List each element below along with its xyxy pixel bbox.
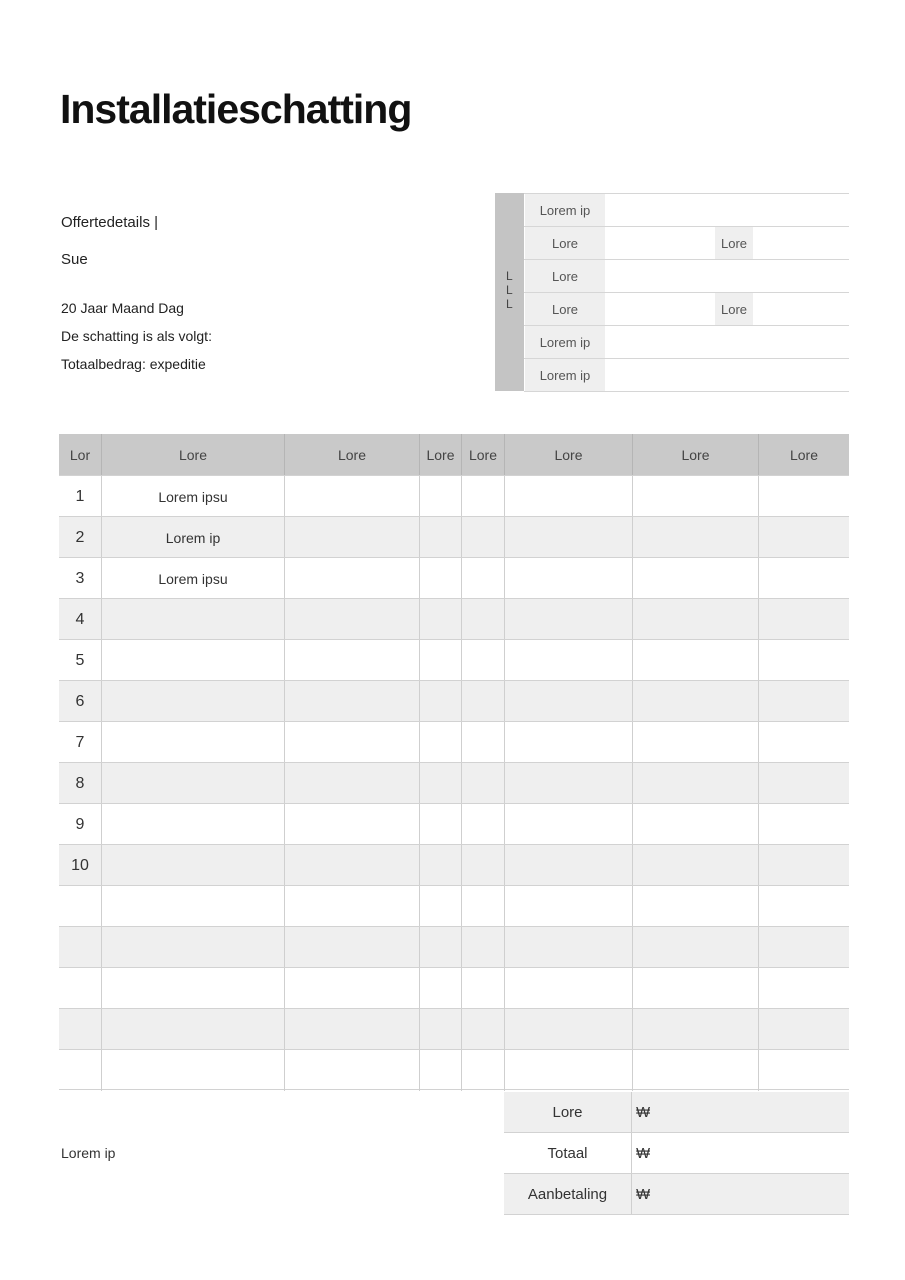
table-cell <box>284 1050 419 1091</box>
table-row <box>59 1049 849 1090</box>
row-number-cell: 6 <box>75 692 85 710</box>
table-cell <box>461 640 504 681</box>
table-cell <box>461 558 504 599</box>
customer-name: Sue <box>61 251 88 268</box>
table-cell <box>504 968 632 1009</box>
table-cell <box>284 517 419 558</box>
table-cell <box>758 599 849 640</box>
table-cell <box>632 640 758 681</box>
table-cell <box>504 476 632 517</box>
table-cell <box>758 722 849 763</box>
row-number-cell <box>59 1050 101 1091</box>
table-cell <box>632 599 758 640</box>
table-row <box>59 516 849 557</box>
table-header-cell: Lore <box>101 434 284 475</box>
table-cell <box>504 517 632 558</box>
table-cell <box>504 1009 632 1050</box>
table-cell <box>461 845 504 886</box>
table-row <box>59 557 849 598</box>
row-number-cell <box>59 927 101 968</box>
table-row <box>59 762 849 803</box>
info-label: Lore <box>525 260 605 292</box>
table-cell <box>419 927 461 968</box>
table-cell <box>284 927 419 968</box>
info-row <box>524 259 849 292</box>
table-cell <box>632 476 758 517</box>
row-number-cell: 5 <box>75 651 85 669</box>
table-cell <box>758 968 849 1009</box>
table-cell <box>758 886 849 927</box>
table-cell <box>632 804 758 845</box>
table-cell <box>419 1009 461 1050</box>
table-cell: Lorem ipsu <box>101 558 284 599</box>
quote-date: 20 Jaar Maand Dag <box>61 300 184 316</box>
table-cell <box>758 1050 849 1091</box>
table-cell <box>461 1050 504 1091</box>
side-letter: L <box>506 283 513 297</box>
table-cell <box>632 558 758 599</box>
table-cell <box>101 886 284 927</box>
table-header-row <box>59 434 849 475</box>
table-cell <box>284 1009 419 1050</box>
estimate-intro: De schatting is als volgt: <box>61 328 212 344</box>
table-cell <box>419 599 461 640</box>
info-label: Lorem ip <box>525 326 605 358</box>
table-cell <box>504 845 632 886</box>
table-cell <box>284 722 419 763</box>
table-row <box>59 926 849 967</box>
table-cell <box>632 681 758 722</box>
table-header-cell: Lore <box>632 434 758 475</box>
table-row <box>59 885 849 926</box>
table-cell <box>504 1050 632 1091</box>
table-cell <box>101 1009 284 1050</box>
table-cell <box>101 804 284 845</box>
table-cell <box>504 763 632 804</box>
table-cell <box>101 681 284 722</box>
row-number-cell <box>59 1009 101 1050</box>
table-cell <box>758 476 849 517</box>
side-letter: L <box>506 297 513 311</box>
table-cell <box>419 476 461 517</box>
deposit-value: ₩ <box>636 1185 651 1203</box>
info-box-side-label <box>495 193 524 391</box>
table-cell <box>461 476 504 517</box>
table-cell <box>632 1050 758 1091</box>
row-number-cell: 4 <box>75 610 85 628</box>
table-cell <box>101 722 284 763</box>
table-cell <box>419 558 461 599</box>
row-number-cell: 1 <box>75 487 85 505</box>
table-cell <box>461 681 504 722</box>
table-cell <box>419 968 461 1009</box>
total-label: Totaal <box>504 1133 632 1173</box>
table-cell <box>758 804 849 845</box>
table-cell <box>461 1009 504 1050</box>
table-row <box>59 803 849 844</box>
table-cell <box>284 476 419 517</box>
table-cell <box>632 763 758 804</box>
table-header-cell: Lore <box>284 434 419 475</box>
table-cell <box>632 845 758 886</box>
subtotal-value: ₩ <box>636 1103 651 1121</box>
table-cell <box>419 640 461 681</box>
table-cell <box>632 886 758 927</box>
table-cell <box>758 558 849 599</box>
table-cell <box>504 599 632 640</box>
table-cell: Lorem ip <box>101 517 284 558</box>
table-cell <box>419 804 461 845</box>
table-cell <box>101 640 284 681</box>
table-cell <box>419 1050 461 1091</box>
deposit-label: Aanbetaling <box>504 1174 632 1214</box>
table-cell <box>461 968 504 1009</box>
table-cell <box>101 599 284 640</box>
subtotal-row <box>504 1092 849 1133</box>
table-cell <box>419 681 461 722</box>
info-row <box>524 325 849 358</box>
table-header-cell: Lore <box>504 434 632 475</box>
table-cell <box>101 763 284 804</box>
table-cell <box>632 968 758 1009</box>
table-cell <box>101 845 284 886</box>
row-number-cell: 2 <box>75 528 85 546</box>
table-cell <box>284 804 419 845</box>
table-row <box>59 721 849 762</box>
info-label: Lore <box>525 227 605 259</box>
info-label: Lore <box>715 227 753 259</box>
table-cell <box>504 927 632 968</box>
table-cell <box>101 1050 284 1091</box>
table-cell <box>504 558 632 599</box>
table-cell <box>101 927 284 968</box>
table-cell <box>284 681 419 722</box>
table-cell <box>758 517 849 558</box>
table-cell <box>419 517 461 558</box>
table-header-cell: Lore <box>461 434 504 475</box>
row-number-cell <box>59 886 101 927</box>
table-row <box>59 1008 849 1049</box>
subtotal-label: Lore <box>504 1092 632 1132</box>
table-cell <box>632 517 758 558</box>
table-cell <box>758 927 849 968</box>
table-cell <box>504 681 632 722</box>
table-cell <box>284 558 419 599</box>
row-number-cell: 9 <box>75 815 85 833</box>
table-cell <box>504 886 632 927</box>
table-cell <box>461 599 504 640</box>
quote-details-heading: Offertedetails | <box>61 214 159 231</box>
table-header-cell: Lore <box>758 434 849 475</box>
table-row <box>59 598 849 639</box>
table-cell <box>101 968 284 1009</box>
total-amount-line: Totaalbedrag: expeditie <box>61 356 206 372</box>
info-row <box>524 193 849 226</box>
table-cell <box>758 1009 849 1050</box>
table-cell <box>284 763 419 804</box>
table-cell <box>419 763 461 804</box>
total-value: ₩ <box>636 1144 651 1162</box>
info-label: Lore <box>525 293 605 325</box>
table-cell: Lorem ipsu <box>101 476 284 517</box>
table-cell <box>419 886 461 927</box>
table-cell <box>461 722 504 763</box>
table-cell <box>504 804 632 845</box>
table-cell <box>461 517 504 558</box>
table-cell <box>419 722 461 763</box>
table-cell <box>461 804 504 845</box>
table-cell <box>758 681 849 722</box>
note-text: Lorem ip <box>61 1145 116 1161</box>
table-cell <box>504 722 632 763</box>
table-header-cell: Lore <box>419 434 461 475</box>
table-cell <box>461 927 504 968</box>
info-label: Lore <box>715 293 753 325</box>
row-number-cell: 8 <box>75 774 85 792</box>
table-row <box>59 680 849 721</box>
table-cell <box>632 722 758 763</box>
side-letter: L <box>506 269 513 283</box>
table-cell <box>632 927 758 968</box>
info-label: Lorem ip <box>525 194 605 226</box>
table-header-cell: Lor <box>69 446 91 463</box>
table-cell <box>284 845 419 886</box>
table-cell <box>758 640 849 681</box>
total-row <box>504 1133 849 1174</box>
info-row <box>524 358 849 392</box>
table-cell <box>758 845 849 886</box>
info-row <box>524 226 849 259</box>
table-row <box>59 475 849 516</box>
info-row <box>524 292 849 325</box>
table-row <box>59 639 849 680</box>
info-label: Lorem ip <box>525 359 605 391</box>
row-number-cell: 10 <box>71 856 89 874</box>
table-cell <box>284 886 419 927</box>
table-cell <box>758 763 849 804</box>
table-cell <box>419 845 461 886</box>
table-cell <box>461 763 504 804</box>
info-box <box>495 193 849 391</box>
row-number-cell: 7 <box>75 733 85 751</box>
deposit-row <box>504 1174 849 1215</box>
table-row <box>59 967 849 1008</box>
table-cell <box>504 640 632 681</box>
table-cell <box>632 1009 758 1050</box>
row-number-cell: 3 <box>75 569 85 587</box>
document-title: Installatieschatting <box>60 86 412 132</box>
table-cell <box>461 886 504 927</box>
row-number-cell <box>59 968 101 1009</box>
table-cell <box>284 599 419 640</box>
table-row <box>59 844 849 885</box>
table-cell <box>284 968 419 1009</box>
table-cell <box>284 640 419 681</box>
